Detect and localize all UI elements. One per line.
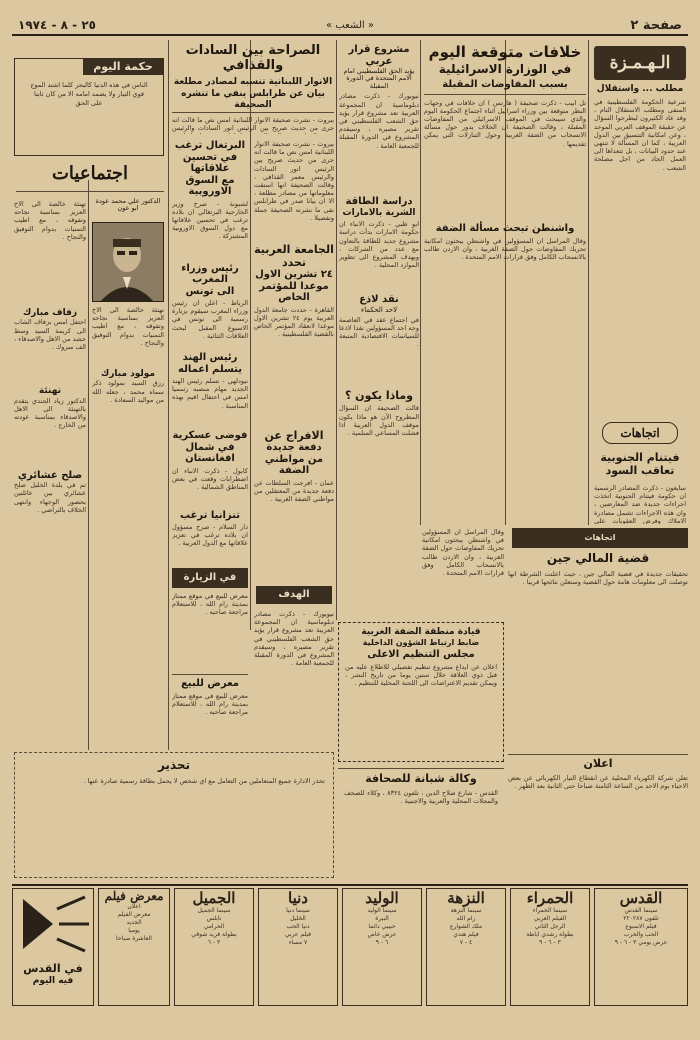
- visit-header: [172, 568, 248, 588]
- case-header: [512, 528, 688, 548]
- center-h8: الافراج عن: [264, 428, 324, 442]
- cinema-ad-0-line: سينما القدس: [624, 907, 658, 914]
- fair-body: معرض للبيع في موقع ممتاز بمدينة رام الله ، للاستعلام مراجعة صاحبه .: [172, 691, 248, 716]
- trends-header: [602, 422, 678, 444]
- center-h3b: الى تونس: [185, 285, 235, 297]
- cinema-ad-2-title: النزهة: [447, 889, 485, 907]
- icon-ad: [12, 888, 94, 1006]
- section-header: [594, 46, 686, 80]
- notice-text: تعلن شركة الكهرباء المحلية عن انقطاع التيار الكهربائي عن بعض الاحياء يوم الاحد من الساعة الثامنة صباحا حتى الثانية بعد الظهر .: [508, 773, 688, 790]
- center-h6: تنزانيا ترغب: [180, 509, 240, 521]
- center-h8c: من مواطني الضفة: [264, 453, 324, 477]
- center-h3: رئيس وزراء المغرب: [181, 262, 239, 285]
- cinema-ads-row: [12, 888, 688, 1008]
- page-number: صفحة ٢: [630, 18, 682, 33]
- social-body-4: الدكتور زياد الجندي يتقدم بالتهنئة الى الاهل والاصدقاء بمناسبة عودته من الخارج .: [14, 396, 86, 430]
- cinema-ad-5: [174, 888, 254, 1006]
- cinema-ad-1-line: سينما الحمراء: [532, 907, 568, 914]
- social-sub-1: زفاف مبارك: [22, 308, 78, 318]
- warning-box: [14, 752, 334, 878]
- cinema-ad-6-line: اعلان: [127, 903, 141, 910]
- right-column: [592, 44, 688, 524]
- wisdom-box: [14, 58, 164, 156]
- cinema-ad-4: [258, 888, 338, 1006]
- cinema-ad-4-line: فيلم عربي: [284, 931, 312, 938]
- col3-body: نيويورك - ذكرت مصادر دبلوماسية ان المجموعة العربية تعد مشروع قرار يؤيد حق الشعب الفلسطيني في تقرير مصيره ، وسيقدم المشروع في الدورة المقبلة للجمعية العامة .: [339, 92, 419, 150]
- center-body-2: لشبونة - صرح وزير الخارجية البرتغالي ان بلاده ترغب في تحسين علاقاتها مع دول السوق الاوروبية المشتركة .: [172, 199, 248, 241]
- social-body-3: رزق السيد بمولود ذكر سماه محمد ، جعله الله من مواليد السعادة .: [92, 379, 164, 404]
- visit-title: في الزيارة: [183, 572, 237, 583]
- extra-lead-body: وقال المراسل ان المسؤولين في واشنطن يبحثون امكانية تحريك المفاوضات حول الضفة الغربية ، وان الاردن طالب بالانسحاب الكامل وفق قرارات الامم المتحدة .: [422, 528, 504, 578]
- cinema-ad-2-line: رام الله: [456, 915, 476, 922]
- col3-headline-2: دراسة الطاقة: [345, 196, 413, 208]
- lead-headline-3: بسبب المفاوضات المقبلة: [424, 79, 586, 95]
- visit-body: معرض للبيع في موقع ممتاز بمدينة رام الله ، للاستعلام مراجعة صاحبه .: [172, 592, 248, 617]
- col3-body-3: في اجتماع عقد في العاصمة وجه احد المسؤولين نقدا لاذعا للسياسات الاقتصادية المتبعة .: [339, 315, 419, 349]
- wisdom-title: حكمة اليوم: [93, 60, 153, 73]
- center-h7b: ٢٤ تشرين الاول: [255, 269, 333, 281]
- cinema-ad-5-line: سينما الجميل: [197, 907, 231, 914]
- center-h4b: يتسلم اعماله: [178, 363, 242, 375]
- center-h2c: مع السوق الاوروبية: [185, 174, 235, 197]
- cinema-ad-3-line: حبيبي دائما: [368, 923, 396, 930]
- notice-body: اعلان عن ايداع مشروع تنظيم تفصيلي للاطلاع عليه من قبل ذوي العلاقة خلال ستين يوما من تاريخ النشر ، ويمكن تقديم الاعتراضات الى اللجنة المحلية للتنظيم .: [345, 663, 497, 688]
- fair-box: [172, 674, 248, 746]
- cinema-ad-6-line: يوميا: [128, 927, 140, 934]
- cinema-ad-3-line: ٦ - ٩: [375, 939, 389, 946]
- center-sub-2: بيان عن طرابلس ينفي ما تنشره الصحيفة: [172, 89, 334, 113]
- notice-h1: قيادة منطقة الضفة الغربية: [361, 627, 481, 637]
- center-h8b: دفعة جديدة: [266, 442, 322, 454]
- col3-headline-3-sub: لاحد الحكماء: [360, 305, 398, 314]
- cinema-ad-4-line: دنيا الحب: [286, 923, 310, 930]
- col3-headline-4: وماذا يكون ؟: [344, 388, 414, 402]
- fair-title: معرض للبيع: [181, 678, 239, 689]
- target-title: الهدف: [278, 589, 310, 600]
- cinema-ad-3-line: عرض خاص: [367, 931, 397, 938]
- section-body: شرعية الحكومة الفلسطينية في المنفى ومطلب الاستقلال التام ، وقد عاد الكثيرون ليطرحوا السؤال عن حقيقة الموقف العربي الموحد ، وعن امكانية التنسيق بين الدول العربية ، كما ان المسألة لا تنتهي عند حدود البيانات ، بل تتعداها الى العمل الجاد من اجل مصلحة الشعب .: [594, 98, 686, 172]
- notice-h3: مجلس التنظيم الاعلى: [367, 648, 475, 660]
- lead-subhead: واشنطن تبحث مسألة الضفة: [435, 222, 575, 234]
- lead-story: [424, 44, 586, 524]
- case-header-text: اتجاهات: [584, 533, 616, 542]
- center-body-continued: بيروت - نشرت صحيفة الانوار اللبنانية امس نص ما قالت انه جرى من حديث صريح بين الرئيس انور السادات والرئيس معمر القذافي ، وقالت الصحيفة انها استقت معلوماتها من مصادر مطلعة ، الا ان بيانا صدر في طرابلس نفى ما نشرته الصحيفة جملة وتفصيلا .: [254, 140, 334, 222]
- lead-body: تل ابيب - ذكرت صحيفة ( هارتس ) ان خلافات في وجهات النظر متوقعة بين وزراء اسرائيل اثناء اجتماع الحكومة اليوم والذي سيبحث في الموقف الاسرائيلي من المفاوضات المقبلة ، وقالت الصحيفة ان الخلاف يدور حول مسألة الانسحاب من الضفة الغربية وحول التنازلات التي يمكن تقديمها .: [424, 98, 586, 148]
- extra-lead-continuation: [422, 528, 504, 618]
- center-body: بيروت - نشرت صحيفة الانوار اللبنانية امس نص ما قالت انه جرى من حديث صريح بين الرئيس انور السادات والرئيس: [172, 115, 334, 133]
- cinema-ad-6-line: معرض الفيلم: [117, 911, 151, 918]
- notice-h2: ضابط ارتباط الشؤون الداخلية: [362, 638, 480, 648]
- social-sub-3: تهنئة: [38, 386, 62, 397]
- center-left-column: [172, 140, 248, 565]
- social-header: [16, 164, 164, 192]
- cinema-ad-0: [594, 888, 688, 1006]
- cinema-ad-6: [98, 888, 170, 1006]
- social-sub-2: مولود مبارك: [100, 369, 156, 379]
- social-body-extra: تهنئة خالصة الى الاخ العزيز بمناسبة نجاحه وتفوقه ، مع اطيب التمنيات بدوام التوفيق والنجاح .: [92, 306, 164, 347]
- cinema-ad-1-line: الرجل الثاني: [534, 923, 566, 930]
- cinema-ad-5-title: الجميل: [192, 889, 236, 907]
- agency-body: القدس - شارع صلاح الدين ، تلفون ٨٣٢٤ ، وكلاء للصحف والمجلات المحلية والعربية والاجنبية .: [344, 788, 498, 805]
- warning-body: تحذر الادارة جميع المتعاملين من التعامل مع اي شخص لا يحمل بطاقة رسمية صادرة عنها .: [83, 776, 325, 785]
- target-header: [256, 586, 332, 604]
- icon-ad-caption: فيه اليوم: [32, 975, 74, 986]
- cinema-ad-0-line: الحب والحرب: [623, 931, 659, 938]
- center-h7c: موعدا للمؤتمر الخاص: [259, 280, 329, 304]
- cinema-ad-2-line: ملك الشوارع: [449, 923, 483, 930]
- col3-headline: مشروع قرار عربي: [348, 44, 410, 67]
- paper-name: « الشعب »: [326, 20, 374, 31]
- lead-body-2: وقال المراسل ان المسؤولين في واشنطن يبحثون امكانية تحريك المفاوضات حول الضفة الغربية ، وان الاردن طالب بالانسحاب الكامل وفق قرارات الامم المتحدة .: [424, 237, 586, 262]
- agency-box: [338, 768, 504, 876]
- cinema-ad-6-line: الجديد: [126, 919, 142, 926]
- agency-title: وكالة شبانة للصحافة: [365, 772, 477, 785]
- target-body: نيويورك - ذكرت مصادر دبلوماسية ان المجموعة العربية تعد مشروع قرار يؤيد حق الشعب الفلسطيني في تقرير مصيره ، وسيقدم المشروع في الدورة المقبلة للجمعية العامة .: [254, 610, 334, 668]
- notice-box: [508, 758, 688, 878]
- center-body-7: القاهرة - حددت جامعة الدول العربية يوم ٢٤ تشرين الاول موعدا لانعقاد المؤتمر الخاص بالقضية الفلسطينية .: [254, 305, 334, 339]
- center-h2: البرتغال ترغب: [174, 140, 246, 151]
- cinema-ad-2: [426, 888, 506, 1006]
- cinema-ad-1: [510, 888, 590, 1006]
- col3-body-2: ابو ظبي - ذكرت الانباء ان حكومة الامارات بدأت دراسة مشروع جديد للطاقة بالتعاون مع عدد من الشركات ، ويهدف المشروع الى تطوير الموارد المحلية .: [339, 220, 419, 270]
- official-notice: [338, 622, 504, 762]
- visit-body-area: [172, 592, 248, 668]
- social-sub-4: صلح عشائري: [17, 469, 83, 481]
- center-story-header: [172, 44, 334, 134]
- social-title: اجتماعيات: [51, 164, 129, 184]
- cinema-ad-1-line: الفيلم العربي: [533, 915, 567, 922]
- cinema-ad-2-line: ٤ - ٧: [459, 939, 473, 946]
- col3-headline-3: نقد لاذع: [359, 294, 399, 306]
- cinema-ad-5-line: نابلس: [206, 915, 222, 922]
- cinema-ad-4-title: دنيا: [288, 889, 308, 907]
- cinema-ad-0-line: تلفون ٢٢٠٢٨٧: [623, 915, 659, 922]
- center-body-4: نيودلهي - تسلم رئيس الهند الجديد مهام منصبه رسميا امس في احتفال اقيم بهذه المناسبة .: [172, 377, 248, 410]
- cinema-ad-3: [342, 888, 422, 1006]
- issue-date: ٢٥ - ٨ - ١٩٧٤: [18, 18, 96, 32]
- social-column-right: [92, 306, 164, 746]
- col3-headline-2b: الشرية بالامارات: [342, 207, 416, 218]
- cinema-ad-1-title: الحمراء: [526, 889, 574, 907]
- warning-title: تحذير: [157, 758, 191, 772]
- col3-subheadline: يؤيد الحق الفلسطيني امام الامم المتحدة في الدورة المقبلة: [343, 67, 415, 90]
- social-column-left: [14, 200, 86, 745]
- cinema-ad-4-line: سينما دنيا: [286, 907, 310, 914]
- wisdom-text: الناس في هذه الدنيا كالبحر كلما اشتد الموج قوي التيار ولا يصمد امامه الا من كان ثابتا على الحق: [30, 81, 148, 107]
- lead-headline: خلافات متوقعة اليوم: [428, 44, 582, 61]
- cinema-ad-0-title: القدس: [619, 889, 663, 907]
- cinema-ad-2-line: سينما النزهة: [450, 907, 482, 914]
- social-body: تهنئة خالصة الى الاخ العزيز بمناسبة نجاحه وتفوقه ، مع اطيب التمنيات بدوام التوفيق والنجاح .: [14, 200, 86, 241]
- cinema-ad-5-line: ٣ - ٦: [207, 939, 221, 946]
- spotlight-icon: [13, 889, 93, 959]
- cinema-ad-2-line: فيلم هندي: [453, 931, 479, 938]
- vietnam-body: سايغون - ذكرت المصادر الرسمية ان حكومة فيتنام الجنوبية اتخذت اجراءات جديدة ضد المعارضين ، وان هذه الاجراءات تشمل مصادرة الاملاك وفرض العقوبات على: [594, 484, 686, 524]
- portrait-icon: [92, 223, 163, 302]
- center-h5b: في شمال افغانستان: [185, 441, 235, 464]
- trends-title: اتجاهات: [620, 426, 660, 440]
- target-body-area: [254, 610, 334, 740]
- center-body-6: دار السلام - صرح مسؤول ان بلاده ترغب في تعزيز علاقاتها مع الدول العربية .: [172, 523, 248, 548]
- center-h4: رئيس الهند: [182, 352, 238, 363]
- cinema-ad-6-title: معرض فيلم: [104, 889, 164, 903]
- masthead: [12, 18, 688, 36]
- center-right-column: [254, 140, 334, 615]
- column-3: [339, 44, 419, 524]
- cinema-ad-6-line: العاشرة صباحا: [116, 935, 152, 942]
- cinema-ad-3-title: الوليد: [365, 889, 399, 907]
- person-caption: الدكتور علي محمد عودة ابو عون: [95, 198, 161, 213]
- person-photo: [92, 222, 164, 302]
- center-h2b: في تحسين علاقاتها: [182, 151, 238, 174]
- cinema-ad-3-line: البيرة: [375, 915, 389, 922]
- notice-title: اعلان: [583, 758, 613, 770]
- social-body-5: تم في بلدة الخليل صلح عشائري بين عائلتين بحضور الوجهاء وانتهى الخلاف بالتراضي .: [14, 481, 86, 514]
- center-h5: فوضى عسكرية: [172, 430, 248, 441]
- cinema-ad-3-line: سينما الوليد: [367, 907, 397, 914]
- center-body-8: عمان - افرجت السلطات عن دفعة جديدة من المعتقلين من مواطني الضفة الغربية .: [254, 478, 334, 504]
- col3-body-4: قالت الصحيفة ان السؤال المطروح الآن هو ماذا يكون موقف الدول العربية اذا فشلت المساعي السلمية .: [339, 404, 419, 438]
- cinema-ad-4-line: ٧ مساء: [288, 939, 308, 946]
- cinema-ad-5-line: الحرامي: [203, 923, 225, 930]
- center-headline: الصراحة بين السادات والقذافي: [185, 44, 321, 73]
- section-subtitle: مطلب ... واستقلال: [596, 84, 684, 94]
- case-title: قضية المالي جين: [546, 552, 650, 565]
- lead-headline-2: في الوزارة الاسرائيلية: [438, 62, 572, 77]
- wisdom-header: [83, 59, 163, 75]
- center-sub-1: الانوار اللبنانية تنسبه لمصادر مطلعة: [173, 76, 333, 87]
- vietnam-headline: فيتنام الجنوبية تعاقب السود: [600, 452, 680, 477]
- social-body-2: احتفل امس بزفاف الشاب الى كريمة السيد وسط حشد من الاهل والاصدقاء ، الف مبروك .: [14, 318, 86, 351]
- center-body-3: الرباط - اعلن ان رئيس وزراء المغرب سيقوم بزيارة رسمية الى تونس في الاسبوع المقبل لبحث العلاقات الثنائية .: [172, 299, 248, 340]
- cinema-ad-5-line: بطولة فريد شوقي: [191, 931, 237, 938]
- icon-ad-title: في القدس: [23, 962, 83, 975]
- cinema-ad-0-line: فيلم الاسبوع: [625, 923, 657, 930]
- section-title: الـهـمـزة: [609, 53, 671, 73]
- center-body-5: كابول - ذكرت الانباء ان اضطرابات وقعت في بعض المناطق الشمالية .: [172, 466, 248, 491]
- cinema-ad-0-line: عرض يومي ٣ - ٦ - ٩: [614, 939, 668, 946]
- case-body: تحقيقات جديدة في قضية المالي جين ، حيث اعلنت الشرطة انها توصلت الى معلومات هامة حول القضية وستعلن نتائجها قريبا .: [508, 570, 688, 587]
- center-h7: الجامعة العربية تحدد: [254, 243, 334, 269]
- cinema-ad-1-line: بطولة رشدي اباظة: [526, 931, 574, 938]
- cinema-ad-1-line: ٣ - ٦ - ٩: [539, 939, 561, 946]
- cinema-ad-4-line: الخليل: [290, 915, 306, 922]
